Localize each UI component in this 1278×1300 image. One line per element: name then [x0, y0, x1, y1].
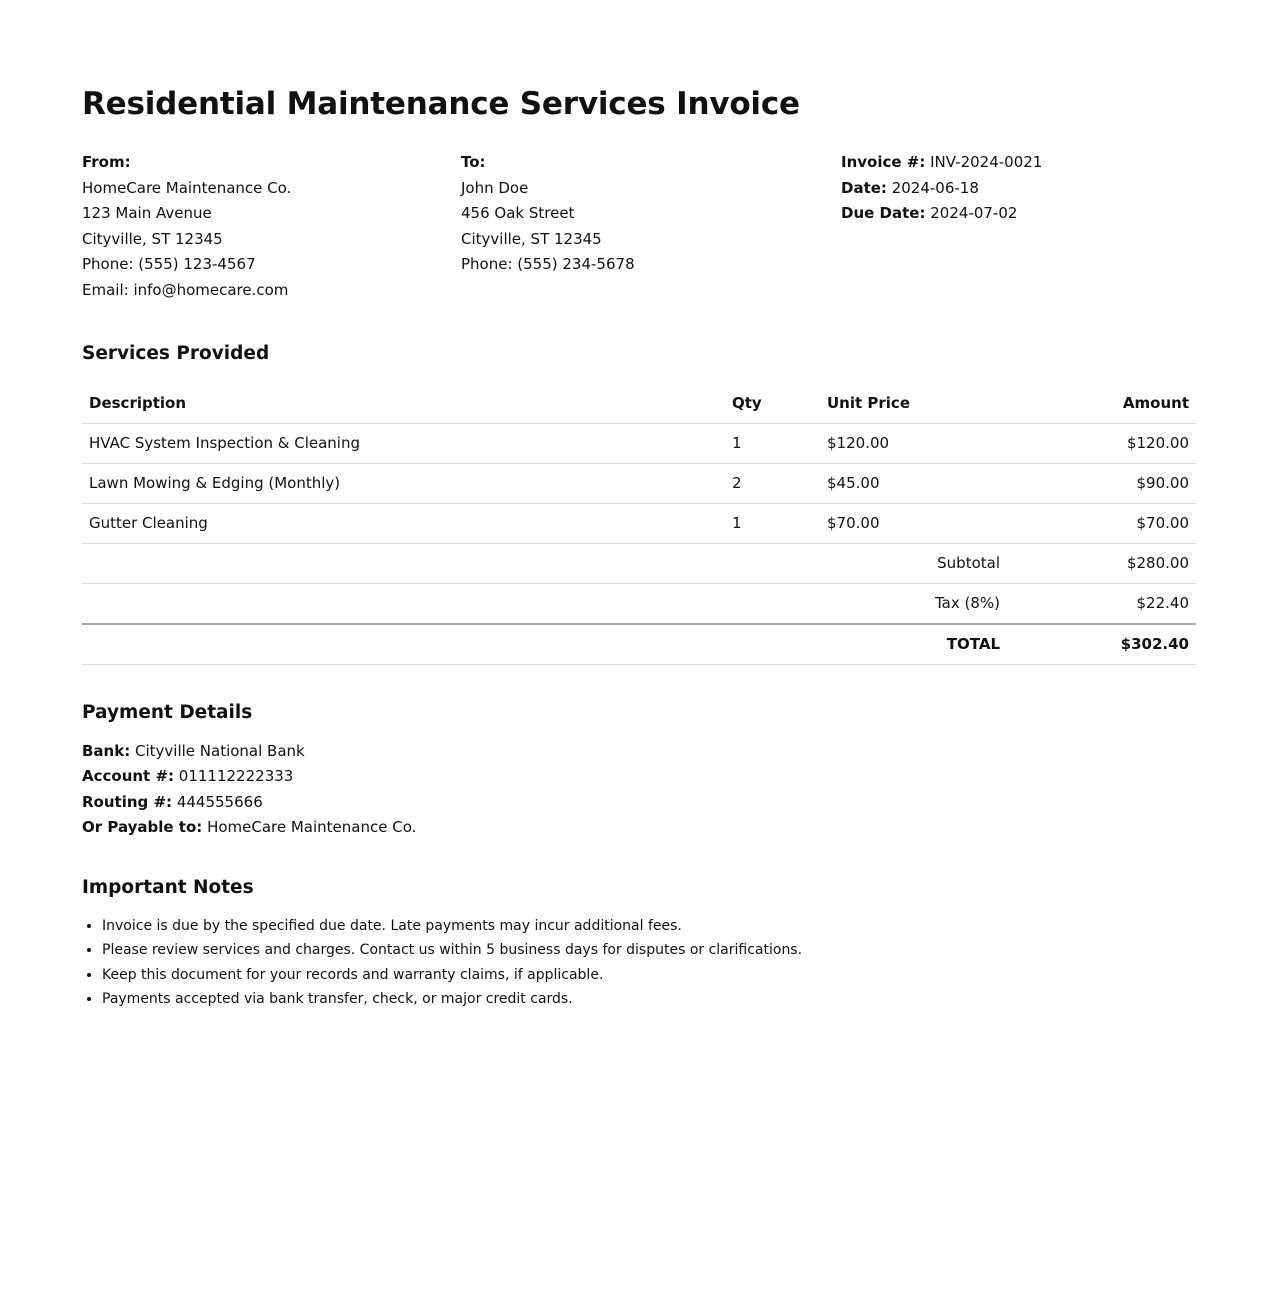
payment-routing-value: 444555666: [176, 792, 263, 811]
to-name: John Doe: [461, 178, 529, 197]
payment-account-label: Account #:: [82, 767, 175, 786]
invoice-due-date: [841, 201, 1196, 227]
invoice-number-label: Invoice #:: [841, 153, 926, 171]
payment-account: [82, 764, 1196, 790]
services-table: [82, 384, 1196, 665]
to-phone: Phone: (555) 234-5678: [461, 255, 635, 274]
from-email: Email: info@homecare.com: [82, 280, 289, 299]
table-row: [82, 423, 1196, 463]
table-row: [82, 463, 1196, 503]
row-unit-price: $45.00: [820, 463, 1007, 503]
total-label: TOTAL: [82, 624, 1007, 665]
tax-value: $22.40: [1007, 583, 1196, 624]
subtotal-label: Subtotal: [82, 543, 1007, 583]
invoice-date: [841, 176, 1196, 202]
to-city: Cityville, ST 12345: [461, 229, 602, 248]
row-qty: 2: [725, 463, 820, 503]
list-item: • Please review services and charges. Contact us within 5 business days for disputes or clarifications.: [102, 938, 1196, 962]
row-qty: 1: [725, 503, 820, 543]
column-amount: Amount: [1007, 384, 1196, 424]
row-amount: $90.00: [1007, 463, 1196, 503]
from-company: HomeCare Maintenance Co.: [82, 178, 292, 197]
row-qty: 1: [725, 423, 820, 463]
invoice-due-date-value: 2024-07-02: [930, 204, 1018, 223]
from-street: 123 Main Avenue: [82, 204, 212, 223]
subtotal-value: $280.00: [1007, 543, 1196, 583]
invoice-due-date-label: Due Date:: [841, 204, 926, 223]
payment-bank: [82, 739, 1196, 765]
invoice-header: [82, 150, 1196, 304]
payment-payable-value: HomeCare Maintenance Co.: [207, 818, 417, 837]
to-block: [461, 150, 841, 304]
row-unit-price: $70.00: [820, 503, 1007, 543]
row-amount: $120.00: [1007, 423, 1196, 463]
from-phone: Phone: (555) 123-4567: [82, 255, 256, 274]
column-description: Description: [82, 384, 725, 424]
tax-row: [82, 583, 1196, 624]
payment-account-value: 011112222333: [178, 767, 294, 786]
invoice-date-label: Date:: [841, 178, 887, 197]
to-street: 456 Oak Street: [461, 204, 575, 223]
invoice-number: [841, 150, 1196, 176]
payment-bank-value: Cityville National Bank: [135, 741, 305, 760]
invoice-title: Residential Maintenance Services Invoice: [82, 86, 800, 122]
table-header-row: [82, 384, 1196, 424]
table-row: [82, 503, 1196, 543]
tax-label: Tax (8%): [82, 583, 1007, 624]
subtotal-row: [82, 543, 1196, 583]
invoice-date-value: 2024-06-18: [891, 178, 979, 197]
payment-payable-label: Or Payable to:: [82, 818, 203, 837]
from-block: [82, 150, 461, 304]
payment-routing: [82, 790, 1196, 816]
row-description: HVAC System Inspection & Cleaning: [82, 423, 725, 463]
row-description: Lawn Mowing & Edging (Monthly): [82, 463, 725, 503]
column-unit-price: Unit Price: [820, 384, 1007, 424]
to-label: To:: [461, 153, 486, 171]
services-heading: Services Provided: [82, 342, 270, 364]
row-unit-price: $120.00: [820, 423, 1007, 463]
from-city: Cityville, ST 12345: [82, 229, 223, 248]
column-qty: Qty: [725, 384, 820, 424]
payment-payable-to: [82, 815, 1196, 841]
payment-bank-label: Bank:: [82, 741, 131, 760]
list-item: • Payments accepted via bank transfer, check, or major credit cards.: [102, 987, 1196, 1011]
payment-routing-label: Routing #:: [82, 792, 173, 811]
payment-heading: Payment Details: [82, 701, 253, 723]
row-amount: $70.00: [1007, 503, 1196, 543]
list-item: • Invoice is due by the specified due date. Late payments may incur additional fees.: [102, 914, 1196, 938]
notes-list: [82, 914, 1196, 1012]
list-item: • Keep this document for your records and warranty claims, if applicable.: [102, 963, 1196, 987]
from-label: From:: [82, 153, 131, 171]
invoice-page: [82, 0, 1196, 1012]
row-description: Gutter Cleaning: [82, 503, 725, 543]
payment-details: [82, 739, 1196, 841]
total-value: $302.40: [1007, 624, 1196, 665]
invoice-number-value: INV-2024-0021: [930, 153, 1043, 171]
invoice-meta-block: [841, 150, 1196, 304]
notes-heading: Important Notes: [82, 876, 254, 898]
total-row: [82, 624, 1196, 665]
